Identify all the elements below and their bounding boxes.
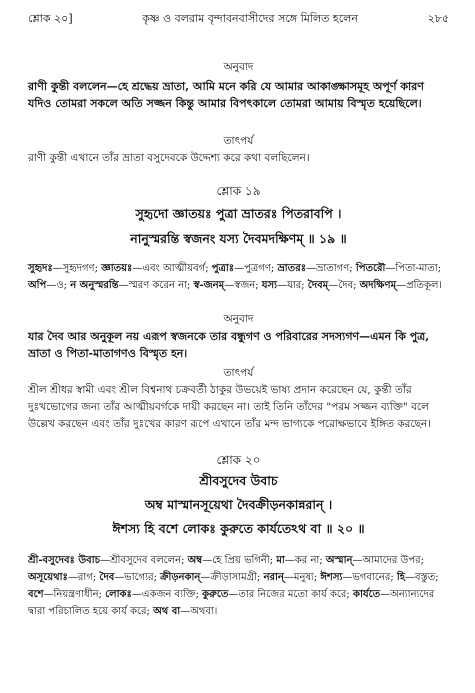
translation-text: রাণী কুন্তী বললেন—হে শ্রদ্ধেয় ভ্রাতা, আমি মনে করি যে আমার আকাঙ্ক্ষাসমূহ অপূর্ণ কারণ যদিও তোমরা সকলে অতি সজ্জন কিন্তু আমার বিপৎকালে তোমরা আমায় বিস্মৃত হয়েছিলে। (28, 80, 424, 110)
synonym-meaning: —শ্রীবসুদেব বললেন; (100, 555, 188, 566)
synonym-meaning: —রাগ; (67, 572, 100, 583)
synonym-meaning: —মনুষ্য; (283, 572, 321, 583)
synonym-meaning: —ক্রীড়াসামগ্রী; (200, 572, 264, 583)
synonym-meaning: —নিয়ন্ত্রণাধীন; (43, 589, 106, 600)
synonym-meaning: —হে প্রিয় ভগিনী; (202, 555, 277, 566)
synonym-word: স্ব-জনম্ (193, 280, 225, 291)
header-chapter-title: কৃষ্ণ ও বলরাম বৃন্দাবনবাসীদের সঙ্গে মিলিত হলেন (142, 11, 358, 25)
synonym-word: কুরুতে (202, 589, 229, 600)
synonym-meaning: —ভাগ্যের; (114, 572, 161, 583)
synonym-word: হি (396, 572, 405, 583)
purport-text: শ্রীল শ্রীধর স্বামী এবং শ্রীল বিশ্বনাথ চক্রবর্তী ঠাকুর উভয়েই ভাষ্য প্রদান করেছেন যে, কুন্তী তাঁর দুঃখভোগের জন্য তাঁর আত্মীয়বর্গকে দায়ী করছেন না। তাই তিনি তাঁদের "পরম সজ্জন ব্যক্তি" বলে উল্লেখ করছেন এবং তাঁর দুঃখের কারণ রূপে এখানে তাঁর মন্দ ভাগ্যকে পরোক্ষভাবে ইঙ্গিত করছেন। (28, 384, 432, 430)
verse-heading: শ্লোক ১৯ (216, 184, 261, 198)
running-header (28, 10, 449, 28)
synonym-meaning: —বস্তুত; (405, 572, 439, 583)
synonym-meaning: —তার নিজের মতো কার্য করে; (228, 589, 353, 600)
synonym-meaning: —ভ্রাতাগণ; (306, 263, 356, 274)
synonym-word: কার্যতে (352, 589, 381, 600)
purport-heading: তাৎপর্য (223, 367, 254, 379)
synonym-word: অপি (28, 280, 47, 291)
synonym-word: নরান্ (263, 572, 284, 583)
page-number: ২৮৫ (427, 11, 449, 25)
synonym-word: লোকঃ (105, 589, 132, 600)
synonym-word: অস্মান্ (325, 555, 353, 566)
translation-text: যার দৈব আর অনুকূল নয় এরূপ স্বজনকে তার বন্ধুগণ ও পরিবারের সদস্যগণ—এমন কি পুত্র, ভ্রাতা ও পিতা-মাতাগণও বিস্মৃত হন। (28, 330, 430, 360)
synonym-meaning: —ও; (46, 280, 71, 291)
synonym-word: অথ বা (153, 606, 181, 617)
synonym-word: জ্ঞাতয়ঃ (101, 263, 133, 274)
synonym-word: বশে (28, 589, 44, 600)
purport-heading: তাৎপর্য (223, 135, 254, 147)
verse-speaker: শ্রীবসুদেব উবাচ (199, 473, 278, 488)
synonym-word: পিতরৌ (355, 263, 386, 274)
synonym-word: মা (276, 555, 285, 566)
synonym-word: অদক্ষিণম্ (359, 280, 397, 291)
synonym-meaning: —অথবা। (180, 606, 218, 617)
synonym-meaning: —স্বজন; (224, 280, 262, 291)
translation-heading: অনুবাদ (223, 61, 254, 73)
synonym-word: পুত্রাঃ (211, 263, 235, 274)
synonym-word: দৈবম্ (307, 280, 329, 291)
verse-line: অম্ব মাস্মানসূয়েথা দৈবক্রীড়নকান্নরান্ । (144, 497, 333, 512)
header-verse-ref: শ্লোক ২০] (28, 11, 73, 25)
synonym-word: শ্রী-বসুদেবঃ উবাচ (28, 555, 101, 566)
synonyms (28, 260, 449, 294)
synonym-word: দৈব (99, 572, 115, 583)
synonym-word: ভ্রাতরঃ (277, 263, 307, 274)
synonym-meaning: —একজন ব্যক্তি; (131, 589, 203, 600)
synonym-meaning: —এবং আত্মীয়বর্গ; (132, 263, 212, 274)
synonym-word: অম্ব (187, 555, 203, 566)
synonym-word: ঈশস্য (320, 572, 343, 583)
translation-heading: অনুবাদ (223, 313, 254, 325)
synonym-meaning: —অন্যান্যদের দ্বারা পরিচালিত হয়ে কার্য করে; (28, 589, 435, 617)
synonym-meaning: —দৈব; (328, 280, 360, 291)
synonym-meaning: —স্মরণ করেন না; (118, 280, 194, 291)
synonym-meaning: —পিতা-মাতা; (385, 263, 442, 274)
synonym-meaning: —প্রতিকূল। (396, 280, 442, 291)
synonyms (28, 552, 449, 620)
synonym-word: ক্রীড়নকান্ (160, 572, 201, 583)
synonym-word: সুহৃদঃ (28, 263, 53, 274)
synonym-word: যস্য (261, 280, 278, 291)
synonym-word: ন অনুস্মরন্তি (70, 280, 119, 291)
purport-text: রাণী কুন্তী এখানে তাঁর ভ্রাতা বসুদেবকে উদ্দেশ্য করে কথা বলছিলেন। (28, 152, 310, 164)
synonym-meaning: —সুহৃদগণ; (52, 263, 102, 274)
synonym-meaning: —কর না; (284, 555, 326, 566)
synonym-meaning: —আমাদের উপর; (352, 555, 424, 566)
synonym-meaning: —ভগবানের; (342, 572, 397, 583)
verse-line: নানুস্মরন্তি স্বজনং যস্য দৈবমদক্ষিণম্ ॥ ১৯ ॥ (130, 231, 347, 246)
verse-line: সুহৃদো জ্ঞাতয়ঃ পুত্রা ভ্রাতরঃ পিতরাবপি । (135, 206, 342, 221)
verse-heading: শ্লোক ২০ (216, 453, 261, 467)
synonym-meaning: —যার; (277, 280, 308, 291)
verse-line: ঈশস্য হি বশে লোকঃ কুরুতে কার্যতেঽথ বা ॥ ২০ ॥ (112, 521, 365, 536)
synonym-meaning: —পুত্রগণ; (234, 263, 278, 274)
synonym-word: অসূয়েথাঃ (28, 572, 68, 583)
